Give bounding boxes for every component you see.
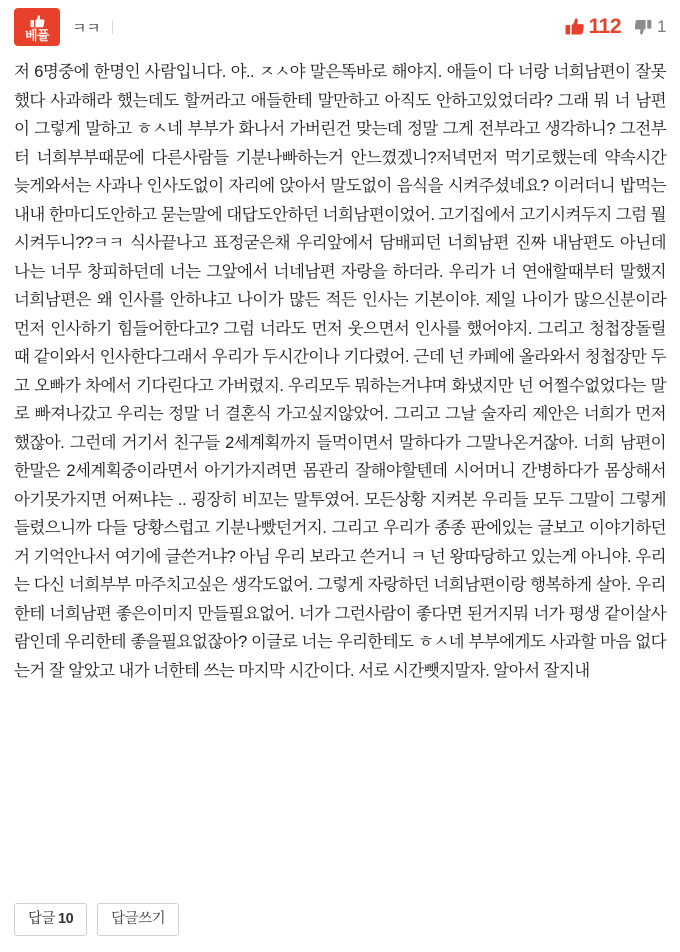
thumbs-up-icon [565,18,584,36]
upvote-count: 112 [588,15,622,38]
vote-group [565,15,666,39]
reply-count: 10 [58,911,74,927]
reply-label: 답글 [28,911,56,927]
best-comment-badge [14,8,60,46]
thumbs-up-icon [30,15,45,28]
comment-author[interactable]: ㅋㅋ [72,19,101,37]
comment-text: 저 6명중에 한명인 사람입니다. 야.. ㅈㅅ야 말은똑바로 해야지. 애들이 다 너랑 너희남편이 잘못했다 사과해라 했는데도 할꺼라고 애들한테 말만하고 아직도 안하고있었더라? 그래 뭐 너 남편이 그렇게 말하고 ㅎㅅ네 부부가 화나서 가버린건 맞는데 정말 그게 전부라고 생각하니? 그전부터 너희부부때문에 다른사람들 기분나빠하는거 안느꼈겠니?저녁먼저 먹기로했는데 약속시간 늦게와서는 사과나 인사도없이 자리에 앉아서 말도없이 음식을 시켜주셨네요? 이러더니 밥먹는내내 한마디도안하고 묻는말에 대답도안하던 너희남편이었어. 고기집에서 고기시켜두지 그럼 뭘시켜두니??ㅋㅋ 식사끝나고 표정굳은채 우리앞에서 담배피던 너희남편 진짜 내남편도 아닌데 나는 너무 창피하던데 너는 그앞에서 너네남편 자랑을 하더라. 우리가 너 연애할때부터 말했지 너희남편은 왜 인사를 안하냐고 나이가 많든 적든 인사는 기본이야. 제일 나이가 많으신분이라 먼저 인사하기 힘들어한다고? 그럼 너라도 먼저 웃으면서 인사를 했어야지. 그리고 청첩장돌릴때 같이와서 인사한다그래서 우리가 두시간이나 기다렸어. 근데 넌 카페에 올라와서 청첩장만 두고 오빠가 차에서 기다린다고 가버렸지. 우리모두 뭐하는거냐며 화냈지만 넌 어쩔수없었다는 말로 빠져나갔고 우리는 정말 너 결혼식 가고싶지않았어. 그리고 그날 술자리 제안은 너희가 먼저했잖아. 그런데 거기서 친구들 2세계획까지 들먹이면서 말하다가 그말나온거잖아. 너희 남편이 한말은 2세계획중이라면서 아기가지려면 몸관리 잘해야할텐데 시어머니 간병하다가 몸상해서 아기못가지면 어쩌냐는 .. 굉장히 비꼬는 말투였어. 모든상황 지켜본 우리들 모두 그말이 그렇게 들렸으니까 다들 당황스럽고 기분나빴던거지. 그리고 우리가 종종 판에있는 글보고 이야기하던거 기억안나서 여기에 글쓴거냐? 아님 우리 보라고 쓴거니 ㅋ 넌 왕따당하고 있는게 아니야. 우리는 다신 너희부부 마주치고싶은 생각도없어. 그렇게 자랑하던 너희남편이랑 행복하게 살아. 우리한테 너희남편 좋은이미지 만들필요없어. 너가 그런사람이 좋다면 된거지뭐 너가 평생 같이살사람인데 우리한테 좋을필요없잖아? 이글로 너는 우리한테도 ㅎㅅ네 부부에게도 사과할 마음 없다는거 잘 알았고 내가 너한테 쓰는 마지막 시간이다. 서로 시간뺏지말자. 알아서 잘지내 [14,63,666,680]
upvote-button[interactable] [565,15,621,39]
header-divider [112,20,113,34]
downvote-button[interactable] [635,17,666,37]
reply-write-button[interactable]: 답글쓰기 [97,903,179,936]
comment-header [0,0,680,52]
best-comment-badge-label: 베플 [24,27,50,43]
comment-footer [0,893,680,952]
downvote-count: 1 [657,17,666,36]
reply-list-button[interactable] [14,903,87,936]
thumbs-down-icon [635,19,652,36]
